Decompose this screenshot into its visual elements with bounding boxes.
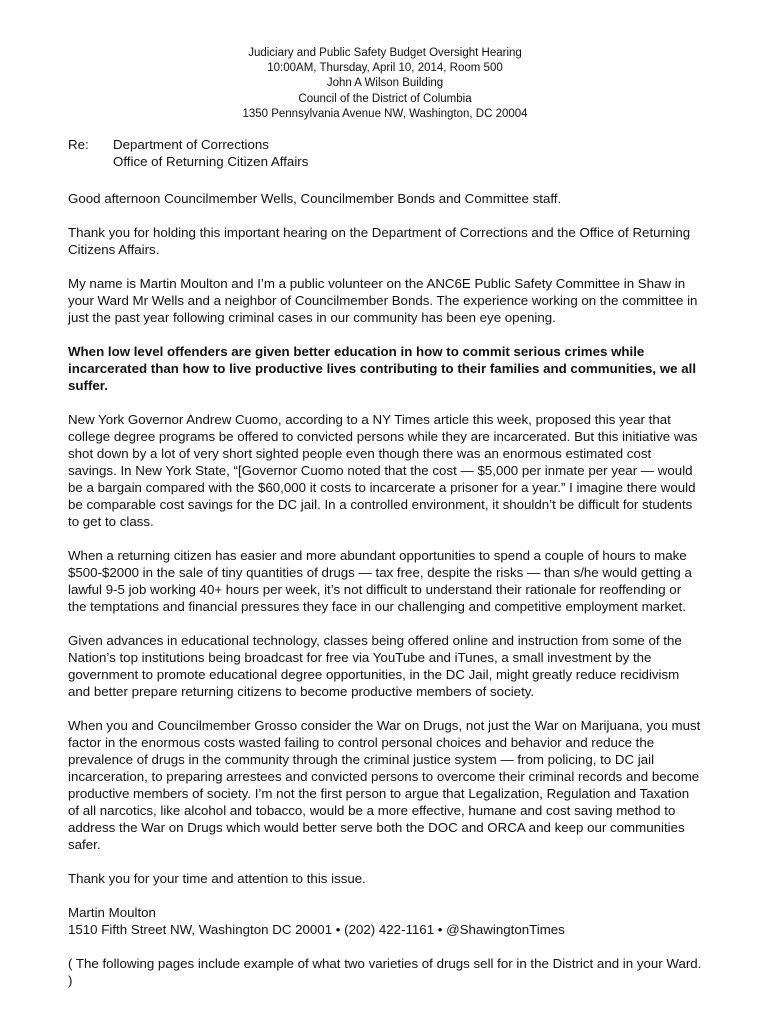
signature-contact: 1510 Fifth Street NW, Washington DC 20001 • (202) 422-1161 • @ShawingtonTimes [68,922,565,938]
re-subject-orca: Office of Returning Citizen Affairs [113,154,309,170]
signature-name: Martin Moulton [68,905,156,921]
hearing-header [68,0,702,122]
thanks-paragraph: Thank you for holding this important hearing on the Department of Corrections and the Office of Returning Citizens Affairs. [68,225,691,258]
header-council: Council of the District of Columbia [298,92,472,105]
header-building: John A Wilson Building [326,77,444,90]
header-hearing-title: Judiciary and Public Safety Budget Oversight Hearing [248,47,522,59]
technology-paragraph: Given advances in educational technology, classes being offered online and instruction from some of the Nation’s top institutions being broadcast for free via YouTube and iTunes, a small investment by the government to promote educational degree opportunities, in the DC Jail, might greatly reduce recidivism and better prepare returning citizens to become productive members of society. [68,633,682,700]
re-subject-doc: Department of Corrections [113,137,269,153]
re-label: Re: [68,137,89,153]
header-address: 1350 Pennsylvania Avenue NW, Washington, DC 20004 [242,107,528,120]
cuomo-paragraph: New York Governor Andrew Cuomo, according to a NY Times article this week, proposed this year that college degree programs be offered to convicted persons while they are incarcerated. But this initiative was shot down by a lot of very short sighted people even though there was an enormous estimated cost savings. In New York State, “[Governor Cuomo noted that the cost — $5,000 per inmate per year — would be a bargain compared with the $60,000 it costs to incarcerate a prisoner for a year.” I imagine there would be comparable cost savings for the DC jail. In a controlled environment, it shouldn’t be difficult for students to get to class. [68,412,698,530]
greeting-paragraph: Good afternoon Councilmember Wells, Councilmember Bonds and Committee staff. [68,191,562,207]
following-pages-note: ( The following pages include example of what two varieties of drugs sell for in the District and in your Ward. ) [68,956,702,989]
closing-paragraph: Thank you for your time and attention to this issue. [68,871,366,887]
returning-citizen-paragraph: When a returning citizen has easier and more abundant opportunities to spend a couple of hours to make $500-$2000 in the sale of tiny quantities of drugs — tax free, despite the risks — than s/he would getting a lawful 9-5 job working 40+ hours per week, it’s not difficult to understand their rationale for reoffending or the temptations and financial pressures they face in our challenging and competitive employment market. [68,548,692,615]
re-block [68,136,702,170]
letter-body [68,190,702,989]
re-subjects [113,136,308,170]
header-date-time: 10:00AM, Thursday, April 10, 2014, Room 500 [267,62,503,75]
signature-block [68,904,702,938]
bold-statement-paragraph: When low level offenders are given better education in how to commit serious crimes while incarcerated than how to live productive lives contributing to their families and communities, we all suffer. [68,344,697,394]
war-on-drugs-paragraph: When you and Councilmember Grosso consider the War on Drugs, not just the War on Marijuana, you must factor in the enormous costs wasted failing to control personal choices and behavior and reduce the prevalence of drugs in the community through the criminal justice system — from policing, to DC jail incarceration, to preparing arrestees and convicted persons to overcome their criminal records and become productive members of society. I’m not the first person to argue that Legalization, Regulation and Taxation of all narcotics, like alcohol and tobacco, would be a more effective, humane and cost saving method to address the War on Drugs which would better serve both the DOC and ORCA and keep our communities safer. [68,718,701,853]
intro-paragraph: My name is Martin Moulton and I’m a public volunteer on the ANC6E Public Safety Committee in Shaw in your Ward Mr Wells and a neighbor of Councilmember Bonds. The experience working on the committee in just the past year following criminal cases in our community has been eye opening. [68,276,698,326]
